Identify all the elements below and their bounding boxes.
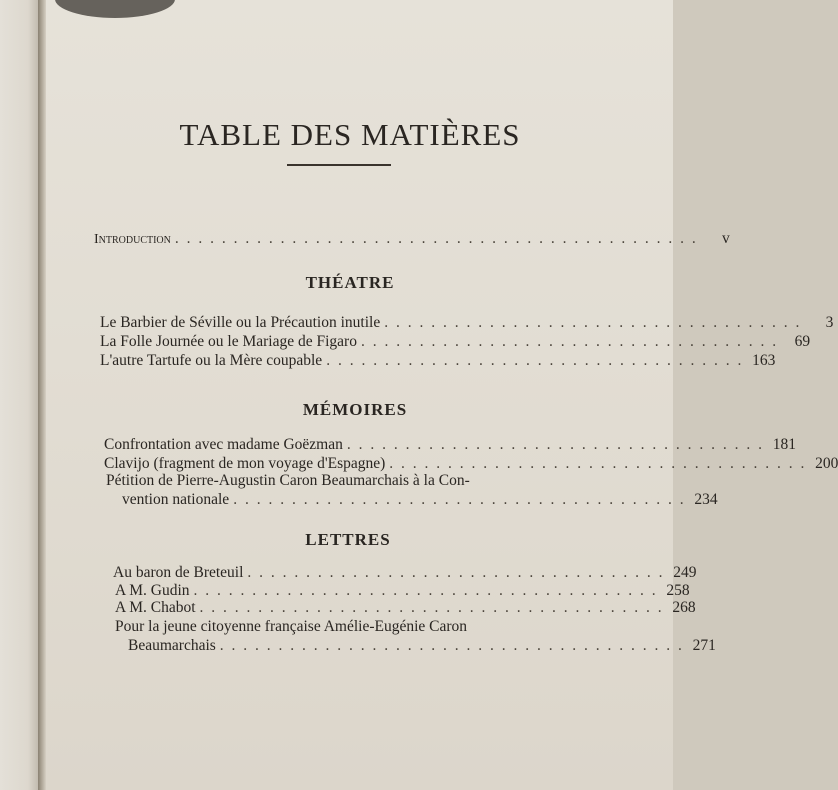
toc-entry (104, 436, 796, 456)
toc-entry (122, 491, 718, 511)
dot-leader: . . . . . . . . . . . . . . . . . . . . . . . . . . . . . . . . . . . . (360, 333, 779, 350)
dot-leader: . . . . . . . . . . . . . . . . . . . . . . . . . . . . . . . . . . . . . . . . (199, 599, 664, 616)
dot-leader: . . . . . . . . . . . . . . . . . . . . . . . . . . . . . . . . . . . . . . . (233, 491, 686, 508)
toc-entry-label: La Folle Journée ou le Mariage de Figaro (100, 333, 357, 350)
toc-entry-page: 268 (672, 599, 696, 616)
toc-entry-label: A M. Chabot (115, 599, 196, 616)
page-title: TABLE DES MATIÈRES (179, 116, 521, 152)
toc-entry-label: Pétition de Pierre-Augustin Caron Beaumarchais à la Con- (106, 472, 470, 489)
toc-entry-page: 3 (825, 314, 834, 331)
toc-entry (100, 352, 776, 372)
toc-entry-page: 234 (694, 491, 718, 508)
toc-entry-page: 163 (752, 352, 776, 369)
toc-entry-label: Clavijo (fragment de mon voyage d'Espagne) (104, 455, 386, 472)
toc-entry-label: A M. Gudin (115, 582, 190, 599)
toc-entry (100, 333, 811, 353)
dot-leader: . . . . . . . . . . . . . . . . . . . . . . . . . . . . . . . . . . . . (326, 352, 744, 369)
toc-entry (115, 599, 696, 619)
title-rule (287, 164, 391, 166)
toc-entry-page: 69 (794, 333, 811, 350)
section-heading-lettres: LETTRES (305, 530, 391, 549)
toc-entry (113, 564, 697, 584)
dot-leader: . . . . . . . . . . . . . . . . . . . . . . . . . . . . . . . . . . . . (247, 564, 665, 581)
toc-entry-page: v (722, 230, 730, 247)
toc-entry-label: Le Barbier de Séville ou la Précaution inutile (100, 314, 381, 331)
toc-entry-label: L'autre Tartufe ou la Mère coupable (100, 352, 323, 369)
toc-entry-label: Introduction (94, 232, 171, 247)
dot-leader: . . . . . . . . . . . . . . . . . . . . . . . . . . . . . . . . . . . . (346, 436, 764, 453)
toc-entry-continuation: vention nationale (122, 491, 230, 508)
toc-entry (128, 637, 716, 657)
dot-leader: . . . . . . . . . . . . . . . . . . . . . . . . . . . . . . . . . . . . (389, 455, 807, 472)
toc-entry-page: 181 (772, 436, 796, 453)
toc-entry-continuation: Beaumarchais (128, 637, 216, 654)
toc-entry-introduction (94, 230, 730, 250)
dot-leader: . . . . . . . . . . . . . . . . . . . . . . . . . . . . . . . . . . . . (384, 314, 802, 331)
section-heading-memoires: MÉMOIRES (302, 400, 408, 419)
toc-entry-page: 200 (815, 455, 838, 472)
facing-page-edge (0, 0, 40, 790)
toc-entry-page: 249 (673, 564, 697, 581)
dot-leader: . . . . . . . . . . . . . . . . . . . . . . . . . . . . . . . . . . . . . . . . . . . . . (174, 230, 698, 247)
toc-entry-label: Confrontation avec madame Goëzman (104, 436, 343, 453)
toc-entry (100, 314, 834, 334)
toc-entry-page: 271 (692, 637, 716, 654)
toc-entry-page: 258 (666, 582, 690, 599)
toc-entry-label: Pour la jeune citoyenne française Amélie-Eugénie Caron (115, 618, 468, 635)
dot-leader: . . . . . . . . . . . . . . . . . . . . . . . . . . . . . . . . . . . . . . . . (219, 637, 684, 654)
section-heading-theatre: THÉATRE (305, 273, 395, 292)
dot-leader: . . . . . . . . . . . . . . . . . . . . . . . . . . . . . . . . . . . . . . . . (193, 582, 658, 599)
toc-entry-label: Au baron de Breteuil (113, 564, 244, 581)
book-gutter (38, 0, 46, 790)
